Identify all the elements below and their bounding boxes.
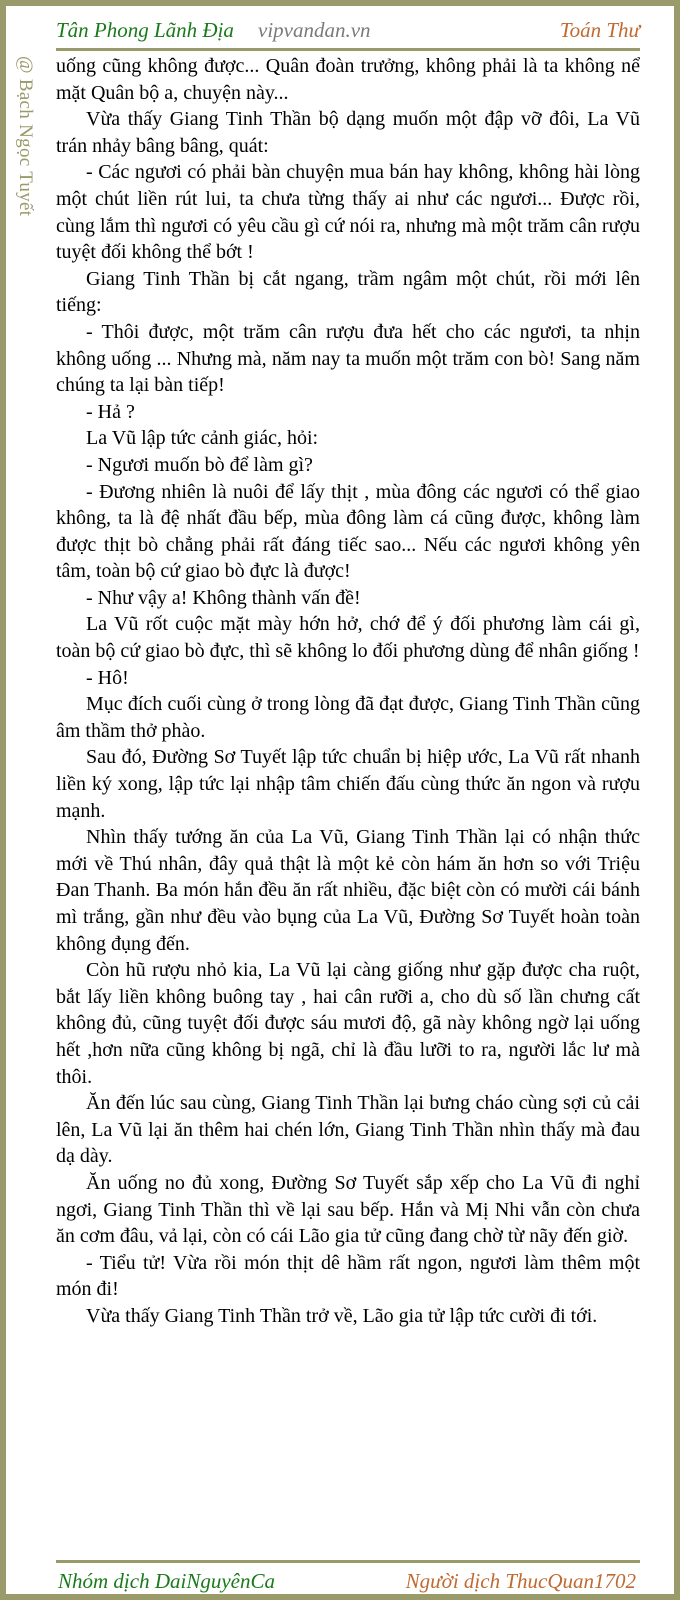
paragraph: - Các ngươi có phải bàn chuyện mua bán hay không, không hài lòng một chút liền rút lui, ta chưa từng thấy ai như các ngươi... Được rồi, cùng lắm thì ngươi có yêu cầu gì cứ nói ra, nhưng mà một trăm cân rượu tuyệt đối không thể bớt ! <box>56 161 640 264</box>
book-title: Toán Thư <box>559 18 640 42</box>
paragraph: Sau đó, Đường Sơ Tuyết lập tức chuẩn bị hiệp ước, La Vũ rất nhanh liền ký xong, lập tức lại nhập tâm chiến đấu cùng thức ăn ngon và rượu mạnh. <box>56 746 640 822</box>
page <box>6 6 674 1594</box>
paragraph: Ăn uống no đủ xong, Đường Sơ Tuyết sắp xếp cho La Vũ đi nghỉ ngơi, Giang Tinh Thần thì về lại sau bếp. Hắn và Mị Nhi vẫn còn chưa ăn cơm đâu, vả lại, còn có cái Lão gia tử cũng đang chờ từ nãy đến giờ. <box>56 1171 640 1248</box>
paragraph: uống cũng không được... Quân đoàn trưởng, không phải là ta không nể mặt Quân bộ a, chuyện này... <box>56 55 640 104</box>
paragraph: La Vũ rốt cuộc mặt mày hớn hở, chớ để ý đối phương làm cái gì, toàn bộ cứ giao bò đực, thì sẽ không lo đối phương dùng để nhân giống ! <box>56 613 640 663</box>
paragraph: Vừa thấy Giang Tinh Thần bộ dạng muốn một đập vỡ đôi, La Vũ trán nhảy bâng bâng, quát: <box>56 108 640 157</box>
paragraph: Ăn đến lúc sau cùng, Giang Tinh Thần lại bưng cháo cùng sợi củ cải lên, La Vũ lại ăn thêm hai chén lớn, Giang Tinh Thần nhìn thấy mà đau dạ dày. <box>56 1092 640 1168</box>
paragraph: Còn hũ rượu nhỏ kia, La Vũ lại càng giống như gặp được cha ruột, bắt lấy liền không buông tay , hai cân rưỡi a, cho dù số lần chưng cất không đủ, cũng tuyệt đối được sáu mươi độ, gã này không ngờ lại uống hết ,hơn nữa cũng không bị ngã, chỉ là đầu lưỡi to ra, người lắc lư mà thôi. <box>56 959 640 1088</box>
site-name: vipvandan.vn <box>258 18 371 42</box>
paragraph: Mục đích cuối cùng ở trong lòng đã đạt được, Giang Tinh Thần cũng âm thầm thở phào. <box>56 693 640 742</box>
novel-title: Tân Phong Lãnh Địa <box>56 18 234 42</box>
paragraph: - Hả ? <box>86 400 135 423</box>
translation-group: Nhóm dịch DaiNguyênCa <box>58 1569 275 1593</box>
paragraph: Nhìn thấy tướng ăn của La Vũ, Giang Tinh Thần lại có nhận thức mới về Thú nhân, đây quả thật là một kẻ còn hám ăn hơn so với Triệu Đan Thanh. Ba món hắn đều ăn rất nhiều, đặc biệt còn có mười cái bánh mì trắng, gần như đều vào bụng của La Vũ, Đường Sơ Tuyết hoàn toàn không đụng đến. <box>56 826 640 955</box>
page-footer <box>56 1560 640 1599</box>
paragraph: - Đương nhiên là nuôi để lấy thịt , mùa đông các ngươi có thể giao không, ta là đệ nhất đầu bếp, mùa đông làm cá cũng được, không làm được thịt bò chẳng phải rất đáng tiếc sao... Nếu các ngươi không yên tâm, toàn bộ cứ giao bò đực là được! <box>56 480 640 583</box>
translator-name: Người dịch ThucQuan1702 <box>405 1569 636 1593</box>
paragraph: Vừa thấy Giang Tinh Thần trở về, Lão gia tử lập tức cười đi tới. <box>86 1304 598 1327</box>
paragraph: - Tiểu tử! Vừa rồi món thịt dê hầm rất ngon, ngươi làm thêm một món đi! <box>56 1251 640 1301</box>
paragraph: - Ngươi muốn bò để làm gì? <box>86 453 313 476</box>
paragraph: La Vũ lập tức cảnh giác, hỏi: <box>86 427 319 450</box>
paragraph: - Thôi được, một trăm cân rượu đưa hết cho các ngươi, ta nhịn không uống ... Nhưng mà, năm nay ta muốn một trăm con bò! Sang năm chúng ta lại bàn tiếp! <box>56 320 640 397</box>
paragraph: - Hô! <box>86 666 129 689</box>
paragraph: Giang Tinh Thần bị cắt ngang, trầm ngâm một chút, rồi mới lên tiếng: <box>56 267 640 317</box>
watermark: @ Bạch Ngọc Tuyết <box>15 56 36 217</box>
paragraph: - Như vậy a! Không thành vấn đề! <box>86 586 361 609</box>
page-header <box>56 12 640 51</box>
chapter-text <box>56 53 640 1330</box>
